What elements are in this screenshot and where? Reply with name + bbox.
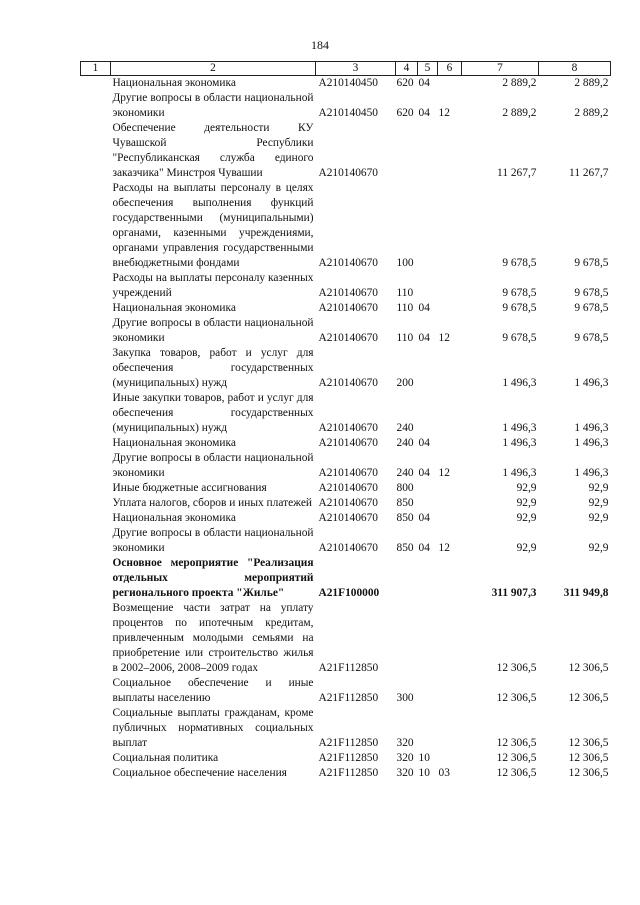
header-col-6: 6	[438, 62, 462, 76]
cell-vr: 850	[396, 497, 414, 509]
cell-code: А210140670	[318, 167, 378, 179]
cell-sum1: 9 678,5	[502, 287, 537, 299]
cell-sum2: 2 889,2	[574, 77, 609, 89]
cell-rz: 04	[418, 77, 430, 89]
cell-sum2: 1 496,3	[574, 422, 609, 434]
cell-empty	[81, 766, 111, 781]
cell-pr	[438, 346, 462, 391]
cell-empty	[81, 91, 111, 121]
cell-name: Другие вопросы в области национальной экономики	[112, 527, 314, 554]
cell-rz	[418, 676, 438, 706]
cell-pr: 12	[438, 467, 450, 479]
cell-code: А210140670	[318, 467, 378, 479]
cell-sum2: 92,9	[588, 497, 609, 509]
table-row	[81, 601, 611, 676]
cell-empty	[81, 481, 111, 496]
cell-vr: 240	[396, 422, 414, 434]
cell-name: Основное мероприятие "Реализация отдельных мероприятий регионального проекта "Жилье"	[112, 557, 314, 599]
cell-empty	[81, 751, 111, 766]
cell-sum2: 1 496,3	[574, 437, 609, 449]
table-row	[81, 706, 611, 751]
cell-name: Обеспечение деятельности КУ Чувашской Республики "Республиканская служба единого заказчика" Минстроя Чувашии	[112, 122, 314, 179]
cell-sum1: 9 678,5	[502, 332, 537, 344]
cell-name: Социальная политика	[112, 752, 219, 764]
cell-rz	[418, 271, 438, 301]
cell-code: А210140670	[318, 377, 378, 389]
cell-pr	[438, 496, 462, 511]
cell-sum1: 12 306,5	[496, 752, 537, 764]
cell-pr: 12	[438, 107, 450, 119]
cell-sum1: 12 306,5	[496, 737, 537, 749]
cell-name: Национальная экономика	[112, 77, 236, 89]
header-col-2: 2	[111, 62, 316, 76]
cell-pr: 12	[438, 542, 450, 554]
table-row	[81, 271, 611, 301]
cell-vr: 240	[396, 467, 414, 479]
cell-sum1: 1 496,3	[502, 422, 537, 434]
cell-vr: 320	[396, 767, 414, 779]
cell-code: А210140670	[318, 512, 378, 524]
cell-name: Другие вопросы в области национальной экономики	[112, 317, 314, 344]
header-col-7: 7	[462, 62, 539, 76]
cell-sum1: 12 306,5	[496, 767, 537, 779]
cell-empty	[81, 601, 111, 676]
cell-sum2: 1 496,3	[574, 377, 609, 389]
cell-rz: 04	[418, 107, 430, 119]
cell-empty	[81, 76, 111, 92]
cell-rz	[418, 496, 438, 511]
cell-vr: 850	[396, 512, 414, 524]
table-row	[81, 451, 611, 481]
cell-sum1: 1 496,3	[502, 437, 537, 449]
cell-sum2: 9 678,5	[574, 287, 609, 299]
cell-code: А21F112850	[318, 662, 379, 674]
cell-name: Социальное обеспечение населения	[112, 767, 287, 779]
cell-empty	[81, 451, 111, 481]
cell-code: А21F100000	[318, 587, 380, 599]
cell-vr: 320	[396, 752, 414, 764]
cell-empty	[81, 511, 111, 526]
cell-name: Расходы на выплаты персоналу в целях обеспечения выполнения функций государственными (муниципальными) органами, казенными учреждениями, органами управления государственными внебюджетными фондами	[112, 182, 314, 269]
cell-sum1: 311 907,3	[491, 587, 537, 599]
cell-empty	[81, 271, 111, 301]
cell-empty	[81, 121, 111, 181]
table-row	[81, 121, 611, 181]
cell-rz: 04	[418, 302, 430, 314]
cell-name: Социальное обеспечение и иные выплаты населению	[112, 677, 314, 704]
cell-name: Национальная экономика	[112, 437, 236, 449]
cell-sum1: 1 496,3	[502, 467, 537, 479]
cell-code: А210140450	[318, 107, 378, 119]
table-row	[81, 76, 611, 92]
cell-pr	[438, 706, 462, 751]
cell-sum1: 9 678,5	[502, 302, 537, 314]
table-row	[81, 556, 611, 601]
cell-rz: 04	[418, 542, 430, 554]
header-col-1: 1	[81, 62, 111, 76]
cell-pr	[438, 556, 462, 601]
cell-rz: 10	[418, 767, 430, 779]
cell-code: А210140670	[318, 302, 378, 314]
cell-sum2: 311 949,8	[563, 587, 609, 599]
cell-sum2: 9 678,5	[574, 332, 609, 344]
cell-rz: 04	[418, 437, 430, 449]
header-col-3: 3	[316, 62, 396, 76]
cell-sum1: 1 496,3	[502, 377, 537, 389]
cell-rz	[418, 121, 438, 181]
cell-empty	[81, 526, 111, 556]
budget-table	[80, 61, 611, 781]
cell-sum2: 12 306,5	[568, 662, 609, 674]
cell-sum1: 92,9	[516, 512, 537, 524]
cell-pr	[438, 271, 462, 301]
cell-code: А210140670	[318, 422, 378, 434]
cell-vr: 110	[396, 332, 414, 344]
table-row	[81, 526, 611, 556]
cell-sum1: 9 678,5	[502, 257, 537, 269]
cell-code: А21F112850	[318, 767, 379, 779]
cell-sum1: 2 889,2	[502, 107, 537, 119]
table-row	[81, 766, 611, 781]
header-col-8: 8	[539, 62, 611, 76]
cell-pr	[438, 76, 462, 92]
cell-sum1: 12 306,5	[496, 692, 537, 704]
cell-sum1: 11 267,7	[497, 167, 537, 179]
cell-sum2: 92,9	[588, 542, 609, 554]
cell-name: Иные бюджетные ассигнования	[112, 482, 267, 494]
cell-name: Другие вопросы в области национальной экономики	[112, 452, 314, 479]
cell-pr: 12	[438, 332, 450, 344]
cell-code: А21F112850	[318, 752, 379, 764]
cell-pr	[438, 511, 462, 526]
cell-pr	[438, 481, 462, 496]
page-number: 184	[311, 38, 329, 52]
cell-vr: 300	[396, 692, 414, 704]
cell-sum1: 12 306,5	[496, 662, 537, 674]
cell-sum1: 92,9	[516, 482, 537, 494]
table-row	[81, 346, 611, 391]
cell-vr: 110	[396, 287, 414, 299]
cell-sum2: 1 496,3	[574, 467, 609, 479]
cell-pr	[438, 181, 462, 271]
table-row	[81, 496, 611, 511]
cell-pr	[438, 301, 462, 316]
cell-empty	[81, 706, 111, 751]
header-row	[81, 62, 611, 76]
cell-pr	[438, 391, 462, 436]
cell-name: Другие вопросы в области национальной экономики	[112, 92, 314, 119]
cell-sum2: 92,9	[588, 512, 609, 524]
cell-name: Закупка товаров, работ и услуг для обеспечения государственных (муниципальных) нужд	[112, 347, 314, 389]
cell-empty	[81, 436, 111, 451]
cell-code: А210140670	[318, 257, 378, 269]
table-row	[81, 436, 611, 451]
cell-name: Национальная экономика	[112, 512, 236, 524]
cell-name: Иные закупки товаров, работ и услуг для обеспечения государственных (муниципальных) нужд	[112, 392, 314, 434]
cell-rz: 04	[418, 512, 430, 524]
cell-pr	[438, 676, 462, 706]
cell-rz	[418, 346, 438, 391]
cell-empty	[81, 181, 111, 271]
cell-sum1: 92,9	[516, 497, 537, 509]
cell-empty	[81, 316, 111, 346]
cell-name: Расходы на выплаты персоналу казенных учреждений	[112, 272, 314, 299]
header-col-4: 4	[396, 62, 418, 76]
cell-sum2: 12 306,5	[568, 752, 609, 764]
table-row	[81, 181, 611, 271]
cell-vr: 100	[396, 257, 414, 269]
cell-vr: 620	[396, 77, 414, 89]
cell-rz: 04	[418, 467, 430, 479]
cell-rz: 04	[418, 332, 430, 344]
table-row	[81, 676, 611, 706]
table-row	[81, 301, 611, 316]
cell-name: Возмещение части затрат на уплату процентов по ипотечным кредитам, привлеченным молодыми семьями на приобретение или строительство жилья в 2002–2006, 2008–2009 годах	[112, 602, 314, 674]
cell-sum2: 9 678,5	[574, 257, 609, 269]
cell-code: А210140670	[318, 542, 378, 554]
cell-code: А210140670	[318, 332, 378, 344]
cell-rz	[418, 556, 438, 601]
cell-vr	[396, 601, 418, 676]
cell-rz	[418, 181, 438, 271]
cell-rz	[418, 391, 438, 436]
header-col-5: 5	[418, 62, 438, 76]
cell-empty	[81, 556, 111, 601]
table-row	[81, 481, 611, 496]
cell-empty	[81, 496, 111, 511]
cell-name: Уплата налогов, сборов и иных платежей	[112, 497, 312, 509]
cell-vr	[396, 556, 418, 601]
cell-empty	[81, 676, 111, 706]
cell-pr	[438, 601, 462, 676]
cell-code: А210140670	[318, 437, 378, 449]
cell-vr: 850	[396, 542, 414, 554]
cell-vr: 240	[396, 437, 414, 449]
table-body	[81, 76, 611, 782]
cell-vr	[396, 121, 418, 181]
cell-code: А210140670	[318, 287, 378, 299]
cell-sum1: 2 889,2	[502, 77, 537, 89]
cell-sum1: 92,9	[516, 542, 537, 554]
table-row	[81, 391, 611, 436]
cell-sum2: 92,9	[588, 482, 609, 494]
cell-pr	[438, 436, 462, 451]
cell-empty	[81, 301, 111, 316]
cell-sum2: 12 306,5	[568, 737, 609, 749]
cell-sum2: 2 889,2	[574, 107, 609, 119]
cell-code: А210140670	[318, 482, 378, 494]
cell-sum2: 11 267,7	[569, 167, 609, 179]
cell-rz	[418, 706, 438, 751]
cell-vr: 800	[396, 482, 414, 494]
cell-code: А21F112850	[318, 737, 379, 749]
cell-rz	[418, 481, 438, 496]
cell-name: Социальные выплаты гражданам, кроме публичных нормативных социальных выплат	[112, 707, 314, 749]
cell-pr	[438, 751, 462, 766]
cell-code: А210140450	[318, 77, 378, 89]
cell-code: А21F112850	[318, 692, 379, 704]
table-row	[81, 511, 611, 526]
cell-name: Национальная экономика	[112, 302, 236, 314]
cell-rz: 10	[418, 752, 430, 764]
cell-vr: 320	[396, 737, 414, 749]
cell-rz	[418, 601, 438, 676]
table-row	[81, 316, 611, 346]
cell-sum2: 12 306,5	[568, 767, 609, 779]
cell-code: А210140670	[318, 497, 378, 509]
table-row	[81, 751, 611, 766]
cell-vr: 200	[396, 377, 414, 389]
cell-sum2: 12 306,5	[568, 692, 609, 704]
cell-sum2: 9 678,5	[574, 302, 609, 314]
cell-empty	[81, 346, 111, 391]
cell-empty	[81, 391, 111, 436]
cell-pr: 03	[438, 767, 450, 779]
cell-pr	[438, 121, 462, 181]
table-row	[81, 91, 611, 121]
cell-vr: 620	[396, 107, 414, 119]
cell-vr: 110	[396, 302, 414, 314]
